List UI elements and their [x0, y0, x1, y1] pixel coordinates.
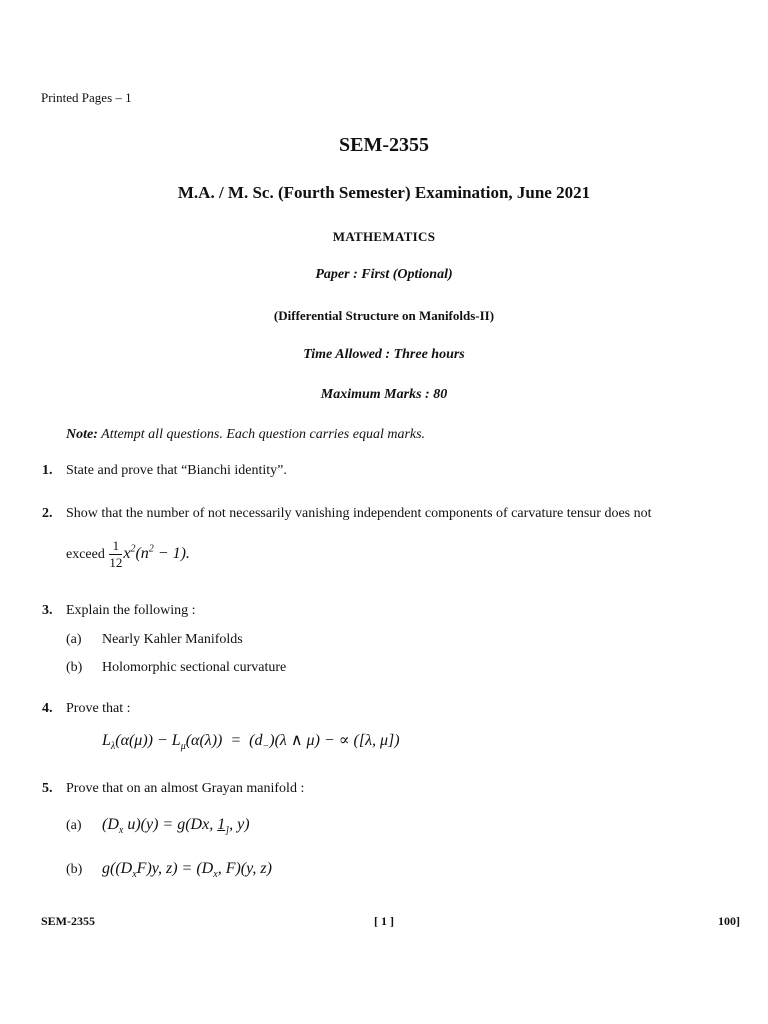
question-number: 2. [42, 506, 53, 521]
part-label: (a) [66, 632, 82, 647]
maximum-marks: Maximum Marks : 80 [320, 387, 448, 402]
formula-bound: $\frac{1}{12}$ $x^2(n^2 - 1)$. [109, 538, 190, 570]
part-label: (b) [66, 862, 83, 877]
question-text: Explain the following : [66, 603, 196, 618]
footer-page-number: [ 1 ] [374, 914, 394, 928]
question-number: 3. [42, 603, 53, 618]
fraction-one-twelfth: $\frac{1}{12}$ [109, 538, 123, 570]
part-label: (a) [66, 818, 82, 833]
exam-title: M.A. / M. Sc. (Fourth Semester) Examination, June 2021 [177, 183, 591, 202]
question-text: State and prove that “Bianchi identity”. [66, 463, 287, 478]
question-text: Prove that on an almost Grayan manifold : [66, 781, 305, 796]
formula-5b: $g((D_xF)y$, $z) = (D_x$, F)(y, z) [102, 860, 272, 881]
formula-lie-derivative: $L_\lambda(\alpha(\mu)) - L_\mu(\alpha(\lambda)) = (d_-)(\lambda$ ∧ μ) − ∝ ([λ, μ]) [102, 732, 400, 753]
question-number: 4. [42, 701, 53, 716]
question-number: 1. [42, 463, 53, 478]
note-text: Attempt all questions. Each question carries equal marks. [101, 427, 426, 442]
question-text: Show that the number of not necessarily vanishing independent components of carvature tensur does not [66, 506, 652, 521]
paper-code: SEM-2355 [339, 134, 429, 156]
subject-title: MATHEMATICS [332, 229, 436, 244]
time-allowed: Time Allowed : Three hours [303, 347, 465, 362]
footer-code: SEM-2355 [41, 914, 95, 928]
part-text: Holomorphic sectional curvature [102, 660, 287, 675]
part-label: (b) [66, 660, 83, 675]
question-text: Prove that : [66, 701, 131, 716]
question-2-continuation [66, 538, 190, 571]
note-label: Note: [66, 427, 98, 442]
formula-5a: ($D_x$ u)(y) = g(Dx, $1_]$, y) [102, 816, 250, 837]
paper-topic: (Differential Structure on Manifolds-II) [273, 308, 495, 323]
question-2-exceed: exceed [66, 546, 105, 562]
note [66, 427, 425, 443]
printed-pages: Printed Pages – 1 [41, 90, 132, 105]
paper-name: Paper : First (Optional) [315, 267, 453, 282]
part-text: Nearly Kahler Manifolds [102, 632, 243, 647]
footer-copies: 100] [718, 914, 740, 928]
question-number: 5. [42, 781, 53, 796]
